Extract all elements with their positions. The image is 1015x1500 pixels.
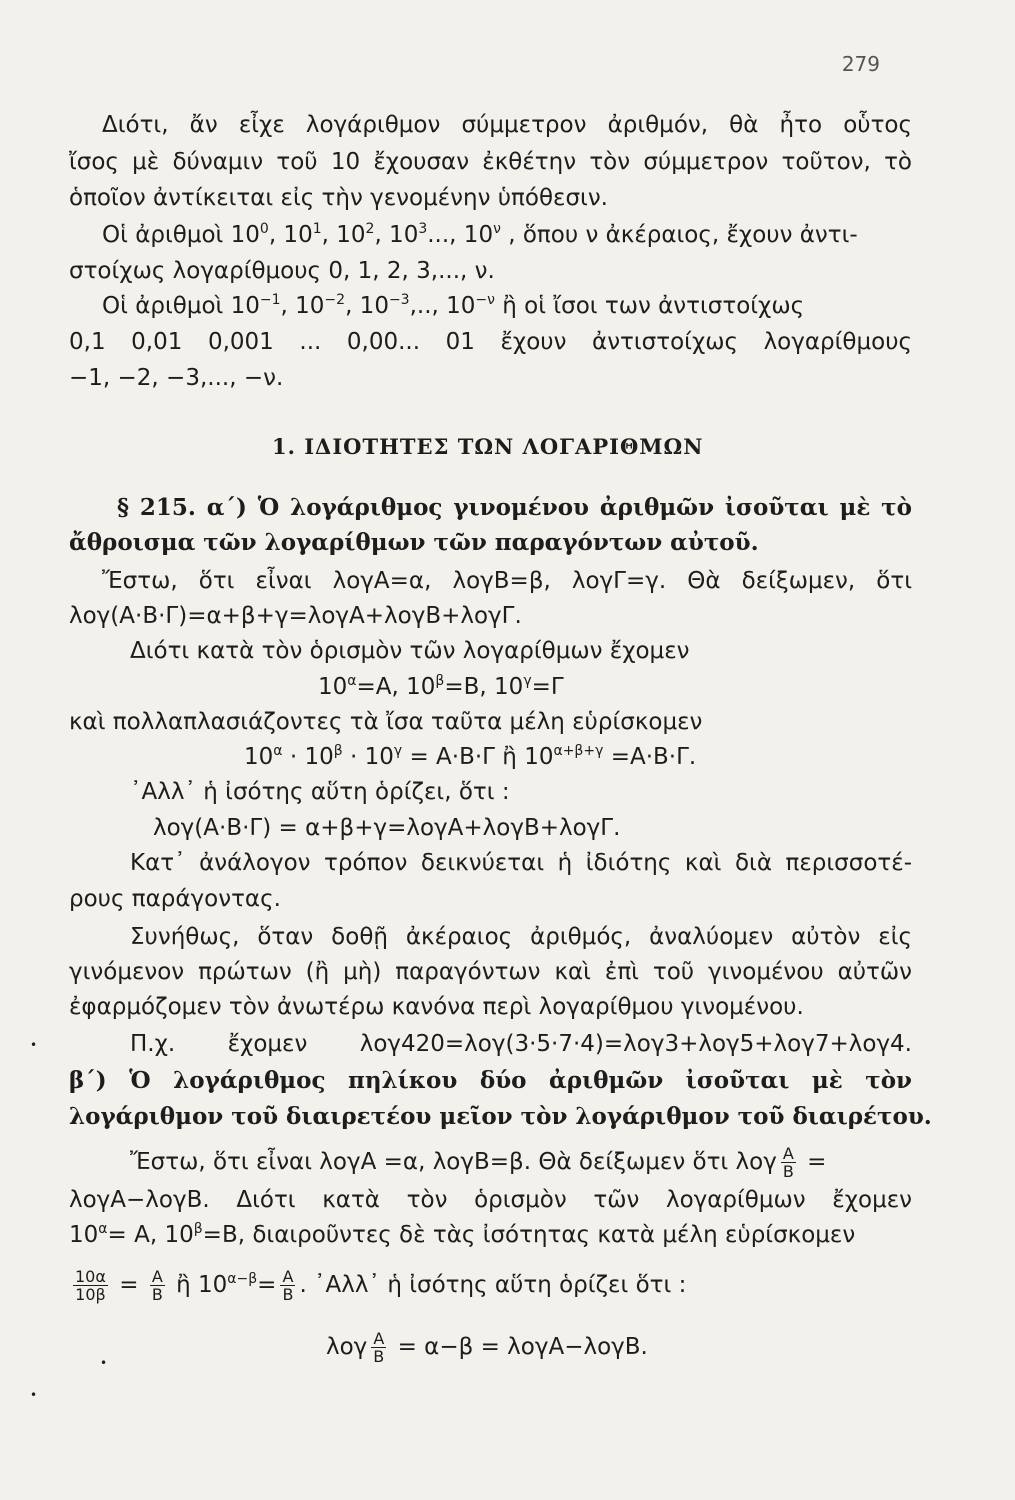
text-line-powers: Οἱ ἀριθμοὶ $10^0$, $10^1$, $10^2$, $10^3$..., $10^\nu$ , ὅπου ν ἀκέραιος, ἔχουν ἀντι- xyxy=(102,221,858,248)
text-line: καὶ πολλαπλασιάζοντες τὰ ἴσα ταῦτα μέλη εὑρίσκομεν xyxy=(69,709,703,735)
example-line: Π.χ. ἔχομεν λογ420=λογ(3·5·7·4)=λογ3+λογ5+λογ7+λογ4. xyxy=(130,1031,912,1057)
text-line: λογ(Α·Β·Γ)=α+β+γ=λογΑ+λογΒ+λογΓ. xyxy=(69,603,522,629)
equation-line-fractions: $\frac{10\alpha}{10\beta}$ = $\frac{A}{B}$ ἢ $10^{\alpha-\beta}=$ $\frac{A}{B}$ . ᾿Αλλ᾿ ἡ ἰσότης αὕτη ὁρίζει ὅτι : xyxy=(75,1267,687,1304)
text-line: Ἔστω, ὅτι εἶναι λογΑ=α, λογΒ=β, λογΓ=γ. Θὰ δείξωμεν, ὅτι xyxy=(102,568,912,594)
page-number: 279 xyxy=(841,52,880,76)
theorem-statement: β΄) Ὁ λογάριθμος πηλίκου δύο ἀριθμῶν ἰσοῦται μὲ τὸν xyxy=(69,1067,912,1094)
text-line: ρους παράγοντας. xyxy=(69,886,281,912)
fraction-powers: $\frac{10\alpha}{10\beta}$ xyxy=(75,1267,106,1304)
fraction-a-over-b: $\frac{A}{B}$ xyxy=(373,1329,385,1366)
equation-line-result: λογ $\frac{A}{B}$ = α−β = λογΑ−λογΒ. xyxy=(326,1329,648,1366)
section-heading: 1. ΙΔΙΟΤΗΤΕΣ ΤΩΝ ΛΟΓΑΡΙΘΜΩΝ xyxy=(272,434,704,459)
text-line: γινόμενον πρώτων (ἢ μὴ) παραγόντων καὶ ἐπὶ τοῦ γινομένου αὐτῶν xyxy=(69,959,912,985)
text-line: ᾿Αλλ᾿ ἡ ἰσότης αὕτη ὁρίζει, ὅτι : xyxy=(130,779,510,805)
theorem-statement: λογάριθμον τοῦ διαιρετέου μεῖον τὸν λογάριθμον τοῦ διαιρέτου. xyxy=(69,1103,932,1130)
theorem-statement: § 215. α΄) Ὁ λογάριθμος γινομένου ἀριθμῶν ἰσοῦται μὲ τὸ xyxy=(117,494,912,521)
equation-line: $10^\alpha \cdot 10^\beta \cdot 10^\gamma = A\cdot B\cdot\Gamma$ ἢ $10^{\alpha+\beta+\gamma} =A\cdot B\cdot\Gamma$. xyxy=(244,743,697,770)
text-line: Κατ᾿ ἀνάλογον τρόπον δεικνύεται ἡ ἰδιότης καὶ διὰ περισσοτέ- xyxy=(130,850,912,876)
text-line: ἐφαρμόζομεν τὸν ἀνωτέρω κανόνα περὶ λογαρίθμου γινομένου. xyxy=(69,994,804,1020)
text-line: ὁποῖον ἀντίκειται εἰς τὴν γενομένην ὑπόθεσιν. xyxy=(69,185,608,211)
text-line: −1, −2, −3,..., −ν. xyxy=(69,365,284,391)
fraction-a-over-b: $\frac{A}{B}$ xyxy=(782,1144,794,1181)
text-line: λογΑ−λογΒ. Διότι κατὰ τὸν ὁρισμὸν τῶν λογαρίθμων ἔχομεν xyxy=(69,1187,912,1213)
fraction-a-over-b: $\frac{A}{B}$ xyxy=(151,1267,163,1304)
text-line-fraction: Ἔστω, ὅτι εἶναι λογΑ =α, λογΒ=β. Θὰ δείξωμεν ὅτι λογ $\frac{A}{B}$ = xyxy=(130,1144,827,1181)
margin-mark: • xyxy=(30,1388,38,1402)
fraction-a-over-b: $\frac{A}{B}$ xyxy=(282,1267,294,1304)
theorem-statement: ἄθροισμα τῶν λογαρίθμων τῶν παραγόντων αὐτοῦ. xyxy=(69,529,759,556)
text-line: Διότι κατὰ τὸν ὁρισμὸν τῶν λογαρίθμων ἔχομεν xyxy=(130,638,690,664)
text-line: ἴσος μὲ δύναμιν τοῦ 10 ἔχουσαν ἐκθέτην τὸν σύμμετρον τοῦτον, τὸ xyxy=(69,149,912,175)
equation-line: λογ(Α·Β·Γ) = α+β+γ=λογΑ+λογΒ+λογΓ. xyxy=(153,815,621,841)
text-line: 0,1 0,01 0,001 ... 0,00... 01 ἔχουν ἀντιστοίχως λογαρίθμους xyxy=(69,329,912,355)
text-line-negative-powers: Οἱ ἀριθμοὶ $10^{-1}$, $10^{-2}$, $10^{-3}$,.., $10^{-\nu}$ ἢ οἱ ἴσοι των ἀντιστοίχως xyxy=(102,292,805,319)
text-line: Διότι, ἄν εἶχε λογάριθμον σύμμετρον ἀριθμόν, θὰ ἦτο οὗτος xyxy=(102,112,912,138)
text-line: στοίχως λογαρίθμους 0, 1, 2, 3,..., ν. xyxy=(69,258,495,284)
margin-mark: • xyxy=(30,1038,38,1052)
equation-line: $10^\alpha= A$, $10^\beta=B$, διαιροῦντες δὲ τὰς ἰσότητας κατὰ μέλη εὑρίσκομεν xyxy=(69,1221,856,1248)
margin-mark: • xyxy=(100,1356,108,1370)
equation-line: $10^\alpha=A$, $10^\beta=B$, $10^\gamma=\Gamma$ xyxy=(318,673,564,700)
text-line: Συνήθως, ὅταν δοθῇ ἀκέραιος ἀριθμός, ἀναλύομεν αὐτὸν εἰς xyxy=(130,924,912,950)
